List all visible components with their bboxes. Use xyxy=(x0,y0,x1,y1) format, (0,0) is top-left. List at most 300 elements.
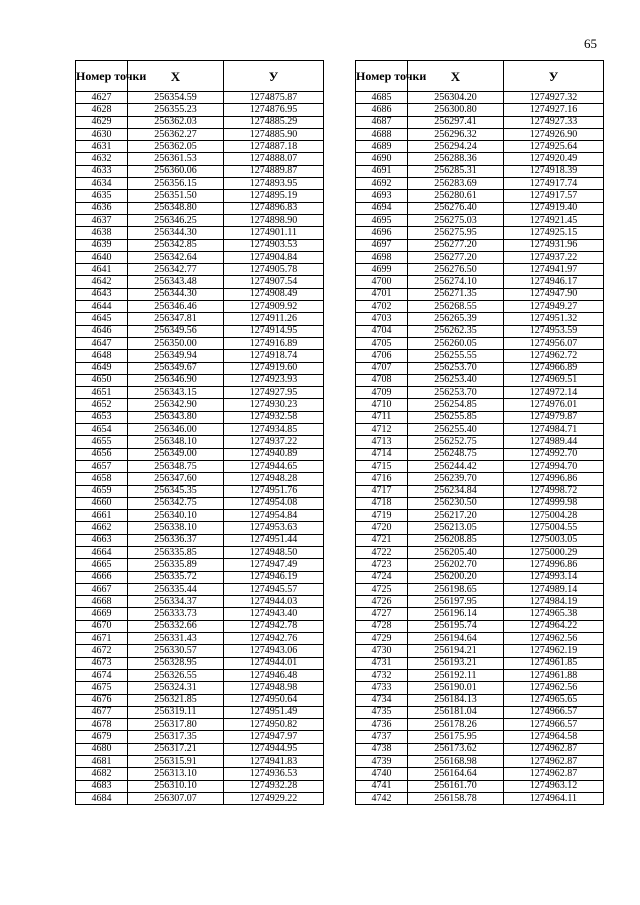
table-row xyxy=(76,264,324,276)
table-row xyxy=(356,780,604,792)
y-coordinate-cell: 1274917.74 xyxy=(504,178,604,190)
x-coordinate-cell: 256317.80 xyxy=(128,719,224,731)
x-coordinate-cell: 256197.95 xyxy=(408,596,504,608)
x-coordinate-cell: 256194.64 xyxy=(408,633,504,645)
x-coordinate-cell: 256324.31 xyxy=(128,682,224,694)
y-coordinate-cell: 1274895.19 xyxy=(224,190,324,202)
point-number-cell: 4682 xyxy=(76,768,128,780)
y-coordinate-cell: 1274944.03 xyxy=(224,596,324,608)
y-coordinate-cell: 1274972.14 xyxy=(504,387,604,399)
table-row xyxy=(76,448,324,460)
header-x: X xyxy=(408,61,504,92)
x-coordinate-cell: 256248.75 xyxy=(408,448,504,460)
y-coordinate-cell: 1274896.83 xyxy=(224,202,324,214)
point-number-cell: 4688 xyxy=(356,128,408,140)
x-coordinate-cell: 256362.03 xyxy=(128,116,224,128)
point-number-cell: 4634 xyxy=(76,178,128,190)
y-coordinate-cell: 1274962.19 xyxy=(504,645,604,657)
y-coordinate-cell: 1274907.54 xyxy=(224,276,324,288)
table-row xyxy=(356,239,604,251)
point-number-cell: 4664 xyxy=(76,546,128,558)
y-coordinate-cell: 1274908.49 xyxy=(224,288,324,300)
point-number-cell: 4707 xyxy=(356,362,408,374)
point-number-cell: 4696 xyxy=(356,227,408,239)
x-coordinate-cell: 256362.27 xyxy=(128,128,224,140)
point-number-cell: 4652 xyxy=(76,399,128,411)
y-coordinate-cell: 1274963.12 xyxy=(504,780,604,792)
x-coordinate-cell: 256265.39 xyxy=(408,313,504,325)
table-row xyxy=(356,128,604,140)
y-coordinate-cell: 1274964.22 xyxy=(504,620,604,632)
table-row xyxy=(356,756,604,768)
y-coordinate-cell: 1274926.90 xyxy=(504,128,604,140)
x-coordinate-cell: 256271.35 xyxy=(408,288,504,300)
table-row xyxy=(76,141,324,153)
table-row xyxy=(356,399,604,411)
point-number-cell: 4638 xyxy=(76,227,128,239)
table-row xyxy=(76,301,324,313)
point-number-cell: 4739 xyxy=(356,756,408,768)
point-number-cell: 4674 xyxy=(76,669,128,681)
point-number-cell: 4729 xyxy=(356,633,408,645)
point-number-cell: 4733 xyxy=(356,682,408,694)
point-number-cell: 4711 xyxy=(356,411,408,423)
x-coordinate-cell: 256234.84 xyxy=(408,485,504,497)
y-coordinate-cell: 1274887.18 xyxy=(224,141,324,153)
table-row xyxy=(76,682,324,694)
table-row xyxy=(76,104,324,116)
x-coordinate-cell: 256285.31 xyxy=(408,165,504,177)
table-row xyxy=(356,485,604,497)
table-header-row xyxy=(76,61,324,92)
y-coordinate-cell: 1274979.87 xyxy=(504,411,604,423)
point-number-cell: 4679 xyxy=(76,731,128,743)
y-coordinate-cell: 1274919.60 xyxy=(224,362,324,374)
y-coordinate-cell: 1274948.28 xyxy=(224,473,324,485)
table-row xyxy=(356,743,604,755)
table-row xyxy=(76,731,324,743)
point-number-cell: 4730 xyxy=(356,645,408,657)
point-number-cell: 4649 xyxy=(76,362,128,374)
point-number-cell: 4717 xyxy=(356,485,408,497)
x-coordinate-cell: 256297.41 xyxy=(408,116,504,128)
y-coordinate-cell: 1274962.87 xyxy=(504,768,604,780)
x-coordinate-cell: 256288.36 xyxy=(408,153,504,165)
table-row xyxy=(76,608,324,620)
x-coordinate-cell: 256349.67 xyxy=(128,362,224,374)
table-row xyxy=(356,116,604,128)
table-row xyxy=(76,534,324,546)
point-number-cell: 4659 xyxy=(76,485,128,497)
point-number-cell: 4731 xyxy=(356,657,408,669)
table-row xyxy=(356,104,604,116)
point-number-cell: 4738 xyxy=(356,743,408,755)
table-row xyxy=(76,522,324,534)
point-number-cell: 4725 xyxy=(356,583,408,595)
x-coordinate-cell: 256342.85 xyxy=(128,239,224,251)
y-coordinate-cell: 1274914.95 xyxy=(224,325,324,337)
table-row xyxy=(76,411,324,423)
table-row xyxy=(356,202,604,214)
point-number-cell: 4712 xyxy=(356,424,408,436)
point-number-cell: 4709 xyxy=(356,387,408,399)
y-coordinate-cell: 1275004.55 xyxy=(504,522,604,534)
y-coordinate-cell: 1274927.16 xyxy=(504,104,604,116)
table-row xyxy=(356,424,604,436)
y-coordinate-cell: 1274956.07 xyxy=(504,337,604,349)
x-coordinate-cell: 256304.20 xyxy=(408,92,504,104)
y-coordinate-cell: 1274950.64 xyxy=(224,694,324,706)
y-coordinate-cell: 1274909.92 xyxy=(224,301,324,313)
x-coordinate-cell: 256350.00 xyxy=(128,337,224,349)
point-number-cell: 4656 xyxy=(76,448,128,460)
y-coordinate-cell: 1274930.23 xyxy=(224,399,324,411)
point-number-cell: 4636 xyxy=(76,202,128,214)
table-row xyxy=(356,694,604,706)
y-coordinate-cell: 1274940.89 xyxy=(224,448,324,460)
table-row xyxy=(76,460,324,472)
x-coordinate-cell: 256213.05 xyxy=(408,522,504,534)
y-coordinate-cell: 1274943.06 xyxy=(224,645,324,657)
y-coordinate-cell: 1274943.40 xyxy=(224,608,324,620)
table-row xyxy=(356,387,604,399)
point-number-cell: 4661 xyxy=(76,510,128,522)
y-coordinate-cell: 1274929.22 xyxy=(224,792,324,804)
table-row xyxy=(356,497,604,509)
y-coordinate-cell: 1274925.64 xyxy=(504,141,604,153)
y-coordinate-cell: 1274949.27 xyxy=(504,301,604,313)
table-row xyxy=(76,288,324,300)
point-number-cell: 4710 xyxy=(356,399,408,411)
table-row xyxy=(76,485,324,497)
y-coordinate-cell: 1274918.39 xyxy=(504,165,604,177)
x-coordinate-cell: 256343.48 xyxy=(128,276,224,288)
point-number-cell: 4672 xyxy=(76,645,128,657)
header-y: У xyxy=(224,61,324,92)
table-row xyxy=(76,706,324,718)
y-coordinate-cell: 1274888.07 xyxy=(224,153,324,165)
y-coordinate-cell: 1274948.98 xyxy=(224,682,324,694)
table-row xyxy=(76,128,324,140)
table-row xyxy=(356,522,604,534)
point-number-cell: 4631 xyxy=(76,141,128,153)
x-coordinate-cell: 256332.66 xyxy=(128,620,224,632)
y-coordinate-cell: 1274934.85 xyxy=(224,424,324,436)
x-coordinate-cell: 256356.15 xyxy=(128,178,224,190)
y-coordinate-cell: 1274919.40 xyxy=(504,202,604,214)
x-coordinate-cell: 256283.69 xyxy=(408,178,504,190)
y-coordinate-cell: 1274932.28 xyxy=(224,780,324,792)
x-coordinate-cell: 256300.80 xyxy=(408,104,504,116)
table-row xyxy=(76,669,324,681)
coordinates-table-right xyxy=(355,60,604,805)
x-coordinate-cell: 256275.95 xyxy=(408,227,504,239)
y-coordinate-cell: 1274962.87 xyxy=(504,756,604,768)
table-row xyxy=(356,436,604,448)
x-coordinate-cell: 256361.53 xyxy=(128,153,224,165)
x-coordinate-cell: 256262.35 xyxy=(408,325,504,337)
point-number-cell: 4692 xyxy=(356,178,408,190)
point-number-cell: 4691 xyxy=(356,165,408,177)
y-coordinate-cell: 1274962.87 xyxy=(504,743,604,755)
table-row xyxy=(76,546,324,558)
x-coordinate-cell: 256252.75 xyxy=(408,436,504,448)
table-row xyxy=(356,510,604,522)
x-coordinate-cell: 256343.15 xyxy=(128,387,224,399)
point-number-cell: 4670 xyxy=(76,620,128,632)
point-number-cell: 4689 xyxy=(356,141,408,153)
table-row xyxy=(356,669,604,681)
x-coordinate-cell: 256255.85 xyxy=(408,411,504,423)
x-coordinate-cell: 256342.64 xyxy=(128,251,224,263)
x-coordinate-cell: 256244.42 xyxy=(408,460,504,472)
point-number-cell: 4646 xyxy=(76,325,128,337)
x-coordinate-cell: 256334.37 xyxy=(128,596,224,608)
point-number-cell: 4630 xyxy=(76,128,128,140)
x-coordinate-cell: 256307.07 xyxy=(128,792,224,804)
y-coordinate-cell: 1274962.56 xyxy=(504,633,604,645)
x-coordinate-cell: 256342.75 xyxy=(128,497,224,509)
x-coordinate-cell: 256348.80 xyxy=(128,202,224,214)
point-number-cell: 4718 xyxy=(356,497,408,509)
x-coordinate-cell: 256317.35 xyxy=(128,731,224,743)
x-coordinate-cell: 256277.20 xyxy=(408,239,504,251)
y-coordinate-cell: 1274905.78 xyxy=(224,264,324,276)
x-coordinate-cell: 256208.85 xyxy=(408,534,504,546)
y-coordinate-cell: 1274951.49 xyxy=(224,706,324,718)
table-row xyxy=(76,325,324,337)
x-coordinate-cell: 256335.85 xyxy=(128,546,224,558)
point-number-cell: 4741 xyxy=(356,780,408,792)
table-row xyxy=(356,251,604,263)
point-number-cell: 4655 xyxy=(76,436,128,448)
x-coordinate-cell: 256260.05 xyxy=(408,337,504,349)
table-row xyxy=(356,92,604,104)
point-number-cell: 4736 xyxy=(356,719,408,731)
x-coordinate-cell: 256313.10 xyxy=(128,768,224,780)
x-coordinate-cell: 256175.95 xyxy=(408,731,504,743)
x-coordinate-cell: 256276.50 xyxy=(408,264,504,276)
table-row xyxy=(76,190,324,202)
point-number-cell: 4633 xyxy=(76,165,128,177)
header-point-number: Номер точки xyxy=(356,61,408,92)
x-coordinate-cell: 256254.85 xyxy=(408,399,504,411)
table-row xyxy=(356,411,604,423)
x-coordinate-cell: 256253.70 xyxy=(408,362,504,374)
y-coordinate-cell: 1274984.71 xyxy=(504,424,604,436)
point-number-cell: 4669 xyxy=(76,608,128,620)
y-coordinate-cell: 1274923.93 xyxy=(224,374,324,386)
point-number-cell: 4654 xyxy=(76,424,128,436)
table-row xyxy=(76,657,324,669)
x-coordinate-cell: 256335.72 xyxy=(128,571,224,583)
x-coordinate-cell: 256194.21 xyxy=(408,645,504,657)
point-number-cell: 4694 xyxy=(356,202,408,214)
x-coordinate-cell: 256349.56 xyxy=(128,325,224,337)
point-number-cell: 4668 xyxy=(76,596,128,608)
y-coordinate-cell: 1274927.33 xyxy=(504,116,604,128)
point-number-cell: 4651 xyxy=(76,387,128,399)
coordinates-table-left xyxy=(75,60,324,805)
point-number-cell: 4699 xyxy=(356,264,408,276)
x-coordinate-cell: 256217.20 xyxy=(408,510,504,522)
x-coordinate-cell: 256330.57 xyxy=(128,645,224,657)
y-coordinate-cell: 1274994.70 xyxy=(504,460,604,472)
point-number-cell: 4680 xyxy=(76,743,128,755)
table-row xyxy=(76,227,324,239)
table-row xyxy=(356,141,604,153)
x-coordinate-cell: 256351.50 xyxy=(128,190,224,202)
y-coordinate-cell: 1274951.44 xyxy=(224,534,324,546)
y-coordinate-cell: 1274951.76 xyxy=(224,485,324,497)
point-number-cell: 4687 xyxy=(356,116,408,128)
y-coordinate-cell: 1274937.22 xyxy=(224,436,324,448)
y-coordinate-cell: 1274916.89 xyxy=(224,337,324,349)
point-number-cell: 4703 xyxy=(356,313,408,325)
y-coordinate-cell: 1274993.14 xyxy=(504,571,604,583)
table-row xyxy=(76,153,324,165)
table-row xyxy=(76,399,324,411)
point-number-cell: 4684 xyxy=(76,792,128,804)
table-row xyxy=(76,350,324,362)
table-row xyxy=(356,608,604,620)
point-number-cell: 4678 xyxy=(76,719,128,731)
point-number-cell: 4726 xyxy=(356,596,408,608)
point-number-cell: 4658 xyxy=(76,473,128,485)
table-row xyxy=(356,559,604,571)
y-coordinate-cell: 1274947.49 xyxy=(224,559,324,571)
y-coordinate-cell: 1274954.08 xyxy=(224,497,324,509)
table-row xyxy=(76,780,324,792)
table-row xyxy=(76,583,324,595)
x-coordinate-cell: 256343.80 xyxy=(128,411,224,423)
point-number-cell: 4640 xyxy=(76,251,128,263)
table-row xyxy=(76,116,324,128)
table-row xyxy=(76,645,324,657)
point-number-cell: 4635 xyxy=(76,190,128,202)
y-coordinate-cell: 1274954.84 xyxy=(224,510,324,522)
header-point-number: Номер точки xyxy=(76,61,128,92)
y-coordinate-cell: 1274951.32 xyxy=(504,313,604,325)
table-row xyxy=(76,620,324,632)
point-number-cell: 4685 xyxy=(356,92,408,104)
table-row xyxy=(356,448,604,460)
x-coordinate-cell: 256168.98 xyxy=(408,756,504,768)
point-number-cell: 4715 xyxy=(356,460,408,472)
x-coordinate-cell: 256326.55 xyxy=(128,669,224,681)
point-number-cell: 4676 xyxy=(76,694,128,706)
table-row xyxy=(356,633,604,645)
y-coordinate-cell: 1275004.28 xyxy=(504,510,604,522)
point-number-cell: 4716 xyxy=(356,473,408,485)
x-coordinate-cell: 256342.90 xyxy=(128,399,224,411)
x-coordinate-cell: 256181.04 xyxy=(408,706,504,718)
point-number-cell: 4663 xyxy=(76,534,128,546)
y-coordinate-cell: 1274901.11 xyxy=(224,227,324,239)
table-row xyxy=(76,362,324,374)
x-coordinate-cell: 256205.40 xyxy=(408,546,504,558)
point-number-cell: 4719 xyxy=(356,510,408,522)
y-coordinate-cell: 1274984.19 xyxy=(504,596,604,608)
table-row xyxy=(356,313,604,325)
point-number-cell: 4697 xyxy=(356,239,408,251)
table-row xyxy=(356,165,604,177)
table-row xyxy=(356,473,604,485)
y-coordinate-cell: 1274921.45 xyxy=(504,214,604,226)
point-number-cell: 4629 xyxy=(76,116,128,128)
table-row xyxy=(356,460,604,472)
table-row xyxy=(356,620,604,632)
y-coordinate-cell: 1275000.29 xyxy=(504,546,604,558)
y-coordinate-cell: 1274962.72 xyxy=(504,350,604,362)
point-number-cell: 4666 xyxy=(76,571,128,583)
point-number-cell: 4641 xyxy=(76,264,128,276)
y-coordinate-cell: 1274989.14 xyxy=(504,583,604,595)
x-coordinate-cell: 256335.44 xyxy=(128,583,224,595)
table-row xyxy=(76,756,324,768)
x-coordinate-cell: 256255.40 xyxy=(408,424,504,436)
point-number-cell: 4720 xyxy=(356,522,408,534)
x-coordinate-cell: 256200.20 xyxy=(408,571,504,583)
x-coordinate-cell: 256345.35 xyxy=(128,485,224,497)
y-coordinate-cell: 1274948.50 xyxy=(224,546,324,558)
y-coordinate-cell: 1274950.82 xyxy=(224,719,324,731)
x-coordinate-cell: 256193.21 xyxy=(408,657,504,669)
x-coordinate-cell: 256346.90 xyxy=(128,374,224,386)
table-row xyxy=(356,362,604,374)
table-row xyxy=(76,633,324,645)
table-row xyxy=(356,325,604,337)
table-row xyxy=(76,743,324,755)
table-row xyxy=(356,227,604,239)
point-number-cell: 4690 xyxy=(356,153,408,165)
point-number-cell: 4737 xyxy=(356,731,408,743)
point-number-cell: 4732 xyxy=(356,669,408,681)
table-row xyxy=(356,682,604,694)
x-coordinate-cell: 256276.40 xyxy=(408,202,504,214)
table-row xyxy=(76,424,324,436)
point-number-cell: 4667 xyxy=(76,583,128,595)
table-row xyxy=(76,214,324,226)
y-coordinate-cell: 1274965.38 xyxy=(504,608,604,620)
y-coordinate-cell: 1274966.57 xyxy=(504,706,604,718)
y-coordinate-cell: 1274893.95 xyxy=(224,178,324,190)
x-coordinate-cell: 256349.00 xyxy=(128,448,224,460)
table-row xyxy=(76,559,324,571)
table-row xyxy=(356,571,604,583)
table-row xyxy=(356,301,604,313)
x-coordinate-cell: 256277.20 xyxy=(408,251,504,263)
x-coordinate-cell: 256331.43 xyxy=(128,633,224,645)
table-row xyxy=(76,276,324,288)
y-coordinate-cell: 1274961.88 xyxy=(504,669,604,681)
point-number-cell: 4705 xyxy=(356,337,408,349)
x-coordinate-cell: 256333.73 xyxy=(128,608,224,620)
table-row xyxy=(76,251,324,263)
y-coordinate-cell: 1274945.57 xyxy=(224,583,324,595)
point-number-cell: 4698 xyxy=(356,251,408,263)
x-coordinate-cell: 256173.62 xyxy=(408,743,504,755)
x-coordinate-cell: 256280.61 xyxy=(408,190,504,202)
point-number-cell: 4708 xyxy=(356,374,408,386)
y-coordinate-cell: 1274961.85 xyxy=(504,657,604,669)
table-row xyxy=(76,202,324,214)
x-coordinate-cell: 256178.26 xyxy=(408,719,504,731)
table-row xyxy=(356,546,604,558)
point-number-cell: 4665 xyxy=(76,559,128,571)
x-coordinate-cell: 256190.01 xyxy=(408,682,504,694)
point-number-cell: 4740 xyxy=(356,768,408,780)
